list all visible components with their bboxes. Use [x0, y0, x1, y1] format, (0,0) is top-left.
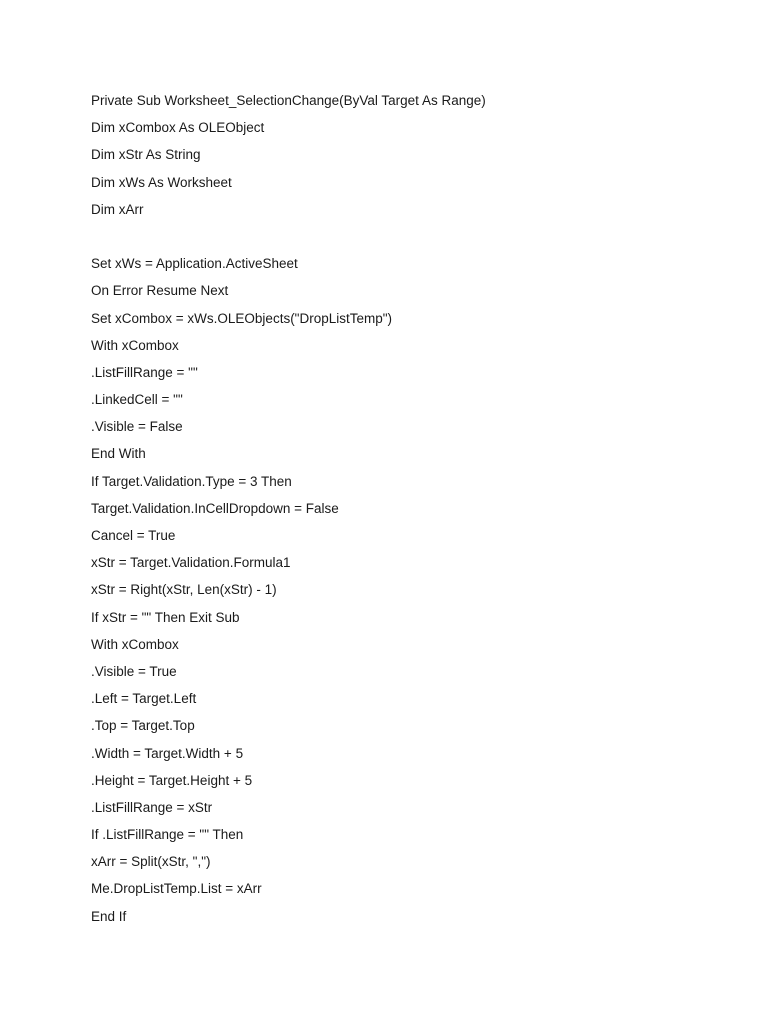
code-line: If xStr = "" Then Exit Sub: [91, 609, 240, 625]
code-line: xArr = Split(xStr, ","): [91, 854, 211, 870]
code-line: On Error Resume Next: [91, 283, 229, 299]
code-line: Cancel = True: [91, 528, 176, 543]
code-line: Private Sub Worksheet_SelectionChange(ByVal Target As Range): [91, 93, 486, 108]
code-line: Dim xStr As String: [91, 147, 201, 163]
code-line: xStr = Right(xStr, Len(xStr) - 1): [91, 582, 277, 598]
code-line: Target.Validation.InCellDropdown = False: [91, 500, 339, 516]
code-line: Set xCombox = xWs.OLEObjects("DropListTemp"): [91, 310, 393, 326]
code-line: .Height = Target.Height + 5: [91, 772, 253, 788]
code-line: Dim xWs As Worksheet: [91, 174, 232, 190]
code-line: .Visible = True: [91, 663, 177, 679]
code-line: .Visible = False: [91, 419, 183, 435]
code-line: With xCombox: [91, 636, 179, 652]
blank-line: [91, 226, 731, 253]
code-listing: [91, 90, 731, 933]
code-line: With xCombox: [91, 337, 179, 353]
code-line: xStr = Target.Validation.Formula1: [91, 555, 291, 571]
code-line: End If: [91, 908, 127, 924]
code-line: Dim xCombox As OLEObject: [91, 120, 265, 136]
code-line: If Target.Validation.Type = 3 Then: [91, 473, 292, 489]
code-line: Set xWs = Application.ActiveSheet: [91, 256, 298, 272]
code-line: .ListFillRange = xStr: [91, 799, 213, 815]
code-line: End With: [91, 446, 146, 462]
code-line: Dim xArr: [91, 201, 144, 217]
code-line: .ListFillRange = "": [91, 364, 198, 380]
code-line: If .ListFillRange = "" Then: [91, 827, 244, 843]
code-line: .Width = Target.Width + 5: [91, 745, 244, 761]
code-line: Me.DropListTemp.List = xArr: [91, 881, 262, 897]
code-line: .LinkedCell = "": [91, 392, 183, 408]
code-line: .Left = Target.Left: [91, 691, 197, 707]
code-line: .Top = Target.Top: [91, 718, 195, 734]
